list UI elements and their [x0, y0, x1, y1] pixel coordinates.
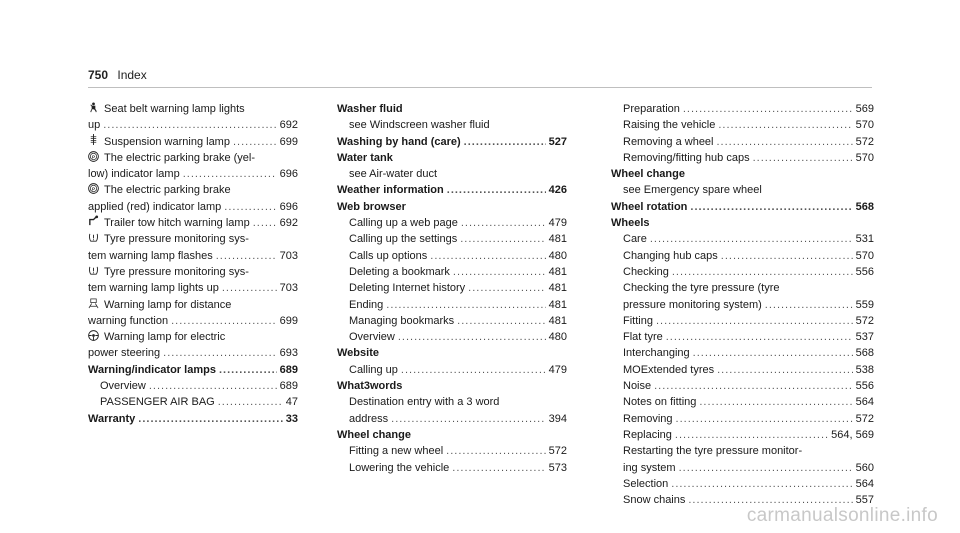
- entry-text: Trailer tow hitch warning lamp: [104, 217, 250, 230]
- index-entry: [88, 166, 298, 182]
- page-reference: 556: [855, 380, 874, 393]
- page-reference: 394: [548, 412, 567, 425]
- index-entry-heading: [611, 215, 874, 231]
- entry-text: Restarting the tyre pressure monitor-: [623, 445, 803, 458]
- entry-text: Notes on fitting: [623, 396, 697, 409]
- index-entry: [337, 231, 567, 247]
- entry-text: warning function: [88, 314, 169, 327]
- leader-dots: [675, 427, 828, 443]
- page-reference: 426: [548, 184, 567, 197]
- suspension-icon: [88, 134, 99, 145]
- index-entry: [611, 182, 874, 198]
- entry-text: applied (red) indicator lamp: [88, 200, 222, 213]
- entry-text: Fitting a new wheel: [349, 445, 444, 458]
- entry-text: Fitting: [623, 314, 653, 327]
- entry-text: MOExtended tyres: [623, 363, 715, 376]
- page-reference: 696: [279, 200, 298, 213]
- leader-dots: [464, 134, 546, 150]
- tyre-pressure-icon: [88, 232, 99, 243]
- leader-dots: [656, 313, 853, 329]
- entry-text: Seat belt warning lamp lights: [104, 103, 245, 115]
- page-reference: 699: [279, 314, 298, 327]
- page-reference: 531: [855, 233, 874, 246]
- entry-text: Wheels: [611, 217, 650, 230]
- page-reference: 481: [548, 282, 567, 295]
- entry-text: Warranty: [88, 412, 136, 425]
- page-number: 750: [88, 68, 109, 82]
- page-reference: 481: [548, 265, 567, 278]
- page-reference: 569: [855, 103, 874, 115]
- entry-text: ing system: [623, 461, 676, 474]
- index-entry: [88, 199, 298, 215]
- page-reference: 703: [279, 282, 298, 295]
- leader-dots: [461, 215, 546, 231]
- index-entry: [88, 378, 298, 394]
- page-reference: 573: [548, 461, 567, 474]
- electric-power-icon: [88, 330, 99, 341]
- entry-text: Weather information: [337, 184, 444, 197]
- index-column-1: [88, 101, 298, 427]
- leader-dots: [401, 362, 546, 378]
- index-entry: [611, 231, 874, 247]
- entry-text: Calls up options: [349, 249, 428, 262]
- leader-dots: [693, 345, 853, 361]
- index-entry: [337, 460, 567, 476]
- entry-text: Warning lamp for electric: [104, 331, 226, 344]
- index-entry: [611, 443, 874, 459]
- leader-dots: [398, 329, 546, 345]
- entry-text: Checking the tyre pressure (tyre: [623, 282, 780, 295]
- page-reference: 693: [279, 347, 298, 360]
- entry-text: tem warning lamp lights up: [88, 282, 219, 295]
- distance-warning-icon: [88, 298, 99, 309]
- page-reference: 557: [855, 494, 874, 507]
- leader-dots: [717, 362, 853, 378]
- index-entry: [611, 248, 874, 264]
- entry-text: Destination entry with a 3 word: [349, 396, 500, 409]
- page-reference: 568: [855, 347, 874, 360]
- page-reference: 47: [285, 396, 298, 409]
- index-entry-heading: [88, 411, 298, 427]
- page-reference: 480: [548, 249, 567, 262]
- leader-dots: [679, 460, 853, 476]
- entry-text: Lowering the vehicle: [349, 461, 450, 474]
- trailer-hitch-icon: [88, 215, 99, 226]
- entry-text: Tyre pressure monitoring sys-: [104, 265, 249, 278]
- leader-dots: [765, 297, 853, 313]
- entry-text: Wheel change: [337, 428, 411, 441]
- page-reference: 559: [855, 298, 874, 311]
- leader-dots: [138, 411, 282, 427]
- index-entry: [611, 394, 874, 410]
- entry-text: Checking: [623, 265, 669, 278]
- index-entry: [337, 411, 567, 427]
- page-reference: 568: [855, 200, 874, 213]
- leader-dots: [430, 248, 545, 264]
- entry-text: Preparation: [623, 103, 680, 115]
- index-entry-heading: [337, 134, 567, 150]
- leader-dots: [717, 134, 853, 150]
- index-entry-heading: [611, 199, 874, 215]
- index-entry-heading: [337, 427, 567, 443]
- entry-text: Warning/indicator lamps: [88, 363, 216, 376]
- leader-dots: [672, 264, 853, 280]
- leader-dots: [468, 280, 545, 296]
- entry-text: pressure monitoring system): [623, 298, 762, 311]
- leader-dots: [183, 166, 277, 182]
- page-reference: 564: [855, 396, 874, 409]
- entry-text: Wheel change: [611, 168, 685, 181]
- entry-text: Managing bookmarks: [349, 314, 455, 327]
- leader-dots: [391, 411, 546, 427]
- svg-text:P: P: [91, 186, 96, 192]
- index-entry: [611, 117, 874, 133]
- entry-text: address: [349, 412, 389, 425]
- entry-text: Raising the vehicle: [623, 119, 716, 132]
- leader-dots: [163, 345, 276, 361]
- entry-text: Calling up the settings: [349, 233, 458, 246]
- index-entry: [88, 101, 298, 117]
- index-entry: [611, 297, 874, 313]
- index-entry: [611, 476, 874, 492]
- page-reference: 527: [548, 135, 567, 148]
- index-entry: [337, 248, 567, 264]
- index-entry: [611, 362, 874, 378]
- entry-text: The electric parking brake (yel-: [104, 151, 256, 164]
- leader-dots: [453, 264, 546, 280]
- page-reference: 480: [548, 331, 567, 344]
- leader-dots: [219, 362, 277, 378]
- page-reference: 564: [855, 477, 874, 490]
- entry-text: Overview: [100, 380, 146, 393]
- page-reference: 570: [855, 151, 874, 164]
- index-entry: [88, 231, 298, 247]
- index-entry: [611, 280, 874, 296]
- index-entry: [88, 280, 298, 296]
- index-column-3: [611, 101, 874, 508]
- parking-brake-icon: [88, 151, 99, 162]
- index-entry: [337, 329, 567, 345]
- entry-text: Tyre pressure monitoring sys-: [104, 233, 249, 246]
- header-rule: [88, 87, 872, 88]
- entry-text: tem warning lamp flashes: [88, 249, 213, 262]
- leader-dots: [149, 378, 277, 394]
- index-entry: [337, 215, 567, 231]
- index-entry: [611, 150, 874, 166]
- entry-text: Deleting a bookmark: [349, 265, 450, 278]
- page-title: Index: [117, 68, 147, 82]
- leader-dots: [253, 215, 277, 231]
- entry-text: Interchanging: [623, 347, 690, 360]
- index-entry: [611, 411, 874, 427]
- watermark: carmanualsonline.info: [746, 505, 938, 526]
- entry-text: Washer fluid: [337, 103, 403, 115]
- leader-dots: [218, 394, 283, 410]
- page-header: [88, 68, 147, 82]
- index-entry: [88, 182, 298, 198]
- entry-text: Suspension warning lamp: [104, 135, 230, 148]
- entry-text: Warning lamp for distance: [104, 298, 232, 311]
- entry-text: Selection: [623, 477, 669, 490]
- page-reference: 689: [279, 380, 298, 393]
- entry-text: Changing hub caps: [623, 249, 718, 262]
- entry-text: Removing a wheel: [623, 135, 714, 148]
- leader-dots: [753, 150, 853, 166]
- leader-dots: [650, 231, 853, 247]
- index-entry: [88, 394, 298, 410]
- index-entry-heading: [337, 199, 567, 215]
- index-entry: [88, 248, 298, 264]
- index-entry: [337, 280, 567, 296]
- entry-text: Removing: [623, 412, 673, 425]
- page-reference: 33: [285, 412, 298, 425]
- leader-dots: [457, 313, 545, 329]
- entry-text: PASSENGER AIR BAG: [100, 396, 215, 409]
- page-reference: 696: [279, 168, 298, 181]
- tyre-pressure-icon: [88, 265, 99, 276]
- page-reference: 689: [279, 363, 298, 376]
- entry-text: Ending: [349, 298, 384, 311]
- leader-dots: [683, 101, 853, 117]
- leader-dots: [654, 378, 853, 394]
- index-entry: [88, 345, 298, 361]
- index-column-2: [337, 101, 567, 476]
- index-entry: [88, 150, 298, 166]
- page-reference: 699: [279, 135, 298, 148]
- index-entry: [611, 101, 874, 117]
- index-entry: [88, 215, 298, 231]
- page-reference: 481: [548, 298, 567, 311]
- page-reference: 479: [548, 217, 567, 230]
- parking-brake-icon: [88, 183, 99, 194]
- index-entry: [611, 329, 874, 345]
- leader-dots: [718, 117, 852, 133]
- page-reference: 538: [855, 363, 874, 376]
- page-reference: 703: [279, 249, 298, 262]
- index-entry-heading: [337, 150, 567, 166]
- index-entry: [611, 345, 874, 361]
- index-entry: [337, 117, 567, 133]
- leader-dots: [690, 199, 852, 215]
- page-reference: 570: [855, 119, 874, 132]
- index-entry-heading: [337, 182, 567, 198]
- leader-dots: [446, 443, 545, 459]
- leader-dots: [216, 248, 277, 264]
- index-entry: [611, 460, 874, 476]
- index-entry: [337, 443, 567, 459]
- leader-dots: [721, 248, 853, 264]
- leader-dots: [699, 394, 852, 410]
- entry-text: see Emergency spare wheel: [623, 184, 762, 197]
- index-entry: [611, 264, 874, 280]
- index-entry-heading: [337, 101, 567, 117]
- page-reference: 572: [855, 314, 874, 327]
- index-entry: [88, 297, 298, 313]
- leader-dots: [447, 182, 546, 198]
- entry-text: power steering: [88, 347, 161, 360]
- entry-text: Snow chains: [623, 494, 686, 507]
- leader-dots: [224, 199, 276, 215]
- svg-text:P: P: [91, 154, 96, 160]
- index-entry-heading: [88, 362, 298, 378]
- entry-text: Replacing: [623, 428, 672, 441]
- entry-text: Deleting Internet history: [349, 282, 466, 295]
- entry-text: Web browser: [337, 200, 406, 213]
- index-entry: [611, 134, 874, 150]
- entry-text: Calling up: [349, 363, 398, 376]
- page-reference: 556: [855, 265, 874, 278]
- entry-text: Wheel rotation: [611, 200, 688, 213]
- page-reference: 572: [855, 135, 874, 148]
- page-reference: 572: [548, 445, 567, 458]
- page-reference: 537: [855, 331, 874, 344]
- index-entry: [337, 297, 567, 313]
- entry-text: Website: [337, 347, 379, 360]
- leader-dots: [103, 117, 276, 133]
- leader-dots: [676, 411, 853, 427]
- entry-text: Water tank: [337, 151, 393, 164]
- index-entry: [88, 264, 298, 280]
- index-entry: [88, 329, 298, 345]
- index-entry: [611, 313, 874, 329]
- index-entry: [88, 117, 298, 133]
- page-reference: 570: [855, 249, 874, 262]
- leader-dots: [222, 280, 277, 296]
- page-reference: 479: [548, 363, 567, 376]
- entry-text: Calling up a web page: [349, 217, 458, 230]
- page-reference: 572: [855, 412, 874, 425]
- entry-text: Washing by hand (care): [337, 135, 461, 148]
- leader-dots: [452, 460, 545, 476]
- leader-dots: [671, 476, 852, 492]
- index-entry: [611, 427, 874, 443]
- index-entry-heading: [337, 378, 567, 394]
- index-entry-heading: [337, 345, 567, 361]
- page-reference: 481: [548, 314, 567, 327]
- page-reference: 560: [855, 461, 874, 474]
- entry-text: The electric parking brake: [104, 184, 231, 197]
- entry-text: Noise: [623, 380, 652, 393]
- index-entry: [337, 313, 567, 329]
- index-entry: [611, 378, 874, 394]
- entry-text: Removing/fitting hub caps: [623, 151, 750, 164]
- entry-text: Flat tyre: [623, 331, 663, 344]
- page-reference: 692: [279, 217, 298, 230]
- leader-dots: [666, 329, 853, 345]
- index-entry: [337, 166, 567, 182]
- entry-text: What3words: [337, 380, 403, 393]
- entry-text: Care: [623, 233, 647, 246]
- entry-text: low) indicator lamp: [88, 168, 180, 181]
- index-entry: [88, 134, 298, 150]
- index-entry: [88, 313, 298, 329]
- seatbelt-icon: [88, 102, 99, 113]
- index-entry: [337, 394, 567, 410]
- index-entry-heading: [611, 166, 874, 182]
- entry-text: up: [88, 119, 101, 132]
- index-entry: [337, 264, 567, 280]
- entry-text: Overview: [349, 331, 395, 344]
- leader-dots: [233, 134, 277, 150]
- leader-dots: [171, 313, 277, 329]
- index-entry: [337, 362, 567, 378]
- leader-dots: [460, 231, 545, 247]
- leader-dots: [386, 297, 545, 313]
- entry-text: see Air-water duct: [349, 168, 438, 181]
- page-reference: 564, 569: [831, 428, 874, 441]
- page-reference: 481: [548, 233, 567, 246]
- entry-text: see Windscreen washer fluid: [349, 119, 490, 132]
- page-reference: 692: [279, 119, 298, 132]
